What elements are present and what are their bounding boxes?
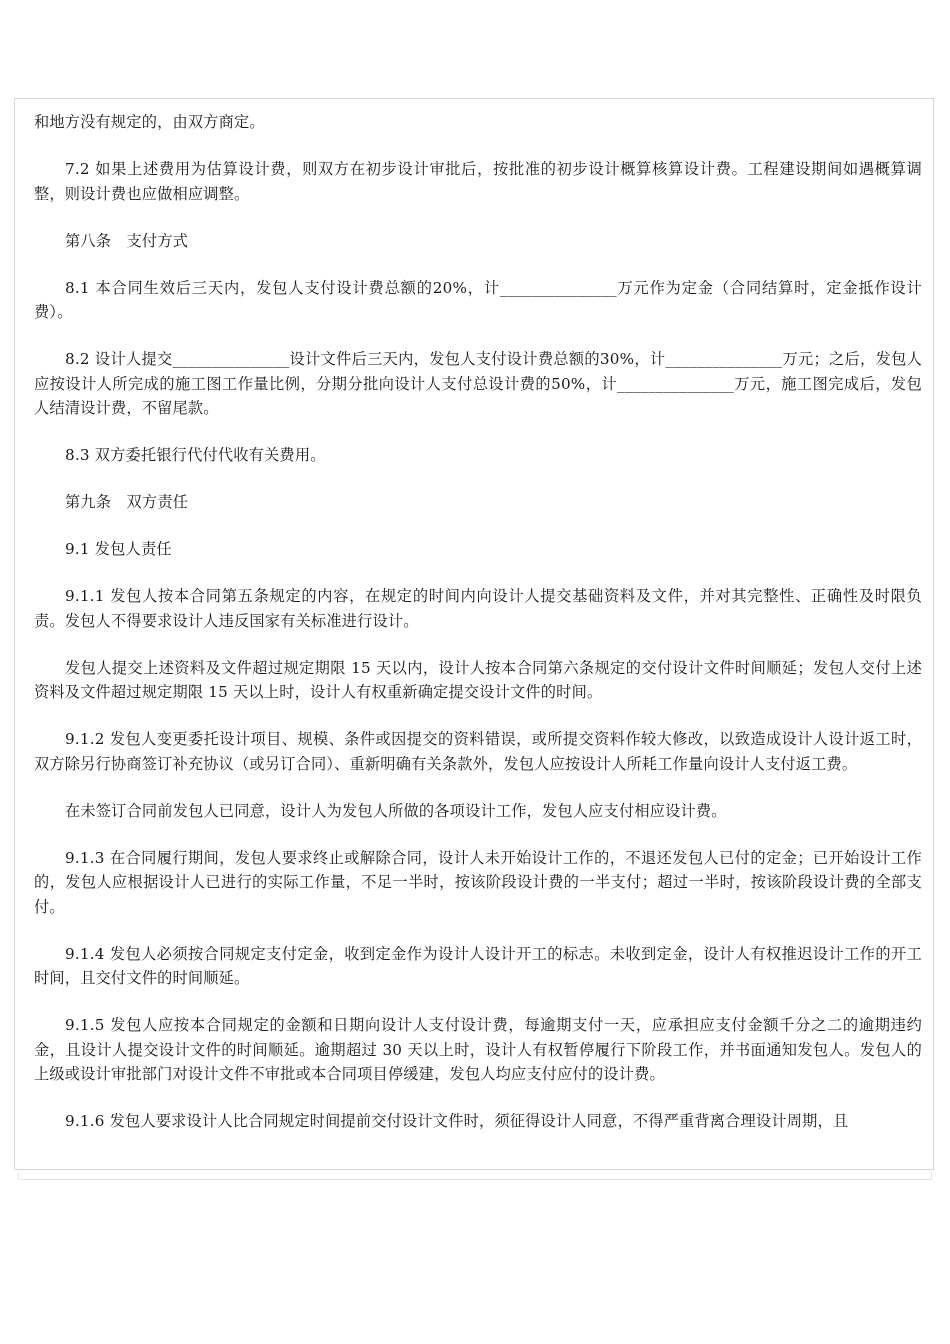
paragraph-8-2: 8.2 设计人提交_______________设计文件后三天内，发包人支付设计费总额的30%，计_______________万元；之后，发包人应按设计人所完成的施工图工作量比例，分期分批向设计人支付总设计费的50%，计_______________万元，施工图完成后，发包人结清设计费，不留尾款。 bbox=[34, 350, 922, 417]
heading-article-9: 第九条 双方责任 bbox=[65, 493, 189, 511]
paragraph-9-1-2: 9.1.2 发包人变更委托设计项目、规模、条件或因提交的资料错误，或所提交资料作较大修改，以致造成设计人设计返工时，双方除另行协商签订补充协议（或另订合同）、重新明确有关条款外，发包人应按设计人所耗工作量向设计人支付返工费。 bbox=[34, 730, 922, 773]
paragraph-9-1-1-supplement: 发包人提交上述资料及文件超过规定期限 15 天以内，设计人按本合同第六条规定的交付设计文件时间顺延；发包人交付上述资料及文件超过规定期限 15 天以上时，设计人有权重新确定提交设计文件的时间。 bbox=[34, 658, 922, 701]
paragraph-9-1-1: 9.1.1 发包人按本合同第五条规定的内容，在规定的时间内向设计人提交基础资料及文件，并对其完整性、正确性及时限负责。发包人不得要求设计人违反国家有关标准进行设计。 bbox=[34, 587, 922, 630]
paragraph-8-1: 8.1 本合同生效后三天内，发包人支付设计费总额的20%，计_______________万元作为定金（合同结算时，定金抵作设计费）。 bbox=[34, 278, 922, 321]
paragraph-8-3: 8.3 双方委托银行代付代收有关费用。 bbox=[65, 446, 326, 464]
paragraph-9-1-5: 9.1.5 发包人应按本合同规定的金额和日期向设计人支付设计费，每逾期支付一天，应承担应支付金额千分之二的逾期违约金，且设计人提交设计文件的时间顺延。逾期超过 30 天以上时，设计人有权暂停履行下阶段工作，并书面通知发包人。发包人的上级或设计审批部门对设计文件不审批或本合同项目停缓建，发包人均应支付应付的设计费。 bbox=[34, 1016, 922, 1083]
paragraph-9-1-4: 9.1.4 发包人必须按合同规定支付定金，收到定金作为设计人设计开工的标志。未收到定金，设计人有权推迟设计工作的开工时间，且交付文件的时间顺延。 bbox=[34, 944, 922, 987]
paragraph-continuation: 和地方没有规定的，由双方商定。 bbox=[34, 113, 265, 131]
heading-article-8: 第八条 支付方式 bbox=[65, 231, 189, 250]
paragraph-9-1-2-supplement: 在未签订合同前发包人已同意，设计人为发包人所做的各项设计工作，发包人应支付相应设计费。 bbox=[65, 801, 727, 820]
paragraph-9-1-3: 9.1.3 在合同履行期间，发包人要求终止或解除合同，设计人未开始设计工作的，不退还发包人已付的定金；已开始设计工作的，发包人应根据设计人已进行的实际工作量，不足一半时，按该阶段设计费的一半支付；超过一半时，按该阶段设计费的全部支付。 bbox=[34, 848, 922, 916]
document-body bbox=[34, 110, 922, 1170]
page-frame-bottom-edge bbox=[18, 1172, 932, 1180]
heading-9-1: 9.1 发包人责任 bbox=[65, 540, 172, 558]
paragraph-7-2: 7.2 如果上述费用为估算设计费，则双方在初步设计审批后，按批准的初步设计概算核算设计费。工程建设期间如遇概算调整，则设计费也应做相应调整。 bbox=[34, 160, 922, 203]
paragraph-9-1-6: 9.1.6 发包人要求设计人比合同规定时间提前交付设计文件时，须征得设计人同意，不得严重背离合理设计周期，且 bbox=[65, 1112, 849, 1130]
